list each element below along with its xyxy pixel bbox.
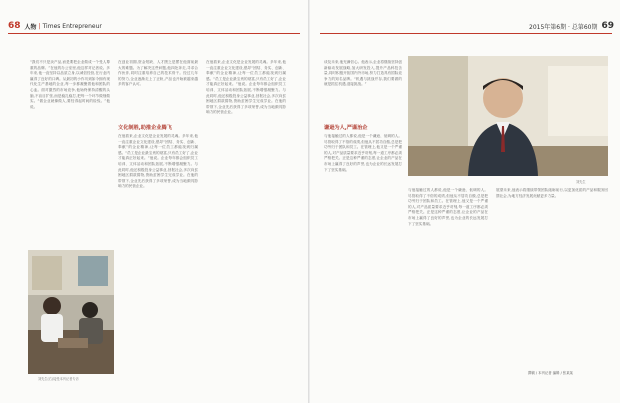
left-page-header: 68 人物 | Times Entrepreneur bbox=[8, 21, 102, 31]
section-heading-culture: 文化制胜,助推企业腾飞 bbox=[118, 125, 172, 131]
magazine-name: Times Entrepreneur bbox=[42, 22, 102, 30]
right-header-divider bbox=[320, 33, 612, 34]
left-column-3: 在他看来,企业文化是企业发展的灵魂。多年来,他一直注重企业文化建设,倡导“团结、务实、创新、奉献”的企业精神,让每一位员工都能找到归属感。“员工是企业最宝贵的财富,只有员工好了,企业才能真正好起来。”他说。企业每年都会组织员工培训、文体活动和团队拓展,不断增强凝聚力。与此同时,他还积极投身公益事业,回报社会,多次向贫困地区捐款捐物,资助贫困学生完成学业。在他的带领下,企业先后获得了多项荣誉,成为当地颇具影响力的民营企业。 bbox=[118, 134, 198, 189]
right-column-1: 谈及未来,他充满信心。他表示,企业将继续坚持创新驱动发展战略,加大研发投入,提升产品科技含量,同时积极开拓国内外市场,努力打造具有国际竞争力的知名品牌。“机遇与挑战并存,我们要做的就是抓住机遇,迎接挑战。” bbox=[324, 60, 402, 87]
right-column-3: 与他接触过的人都说,他是一个谦逊、低调的人。尽管取得了不俗的成绩,但他从不居功自傲,总是把功劳归于团队和员工。在管理上,他又是一个严谨的人,对产品质量要求近乎苛刻,每一道工序都必须严格把关。正是这种严谨的态度,让企业的产品在市场上赢得了良好的声誉,也为企业的长远发展打下了坚实基础。 bbox=[408, 188, 488, 226]
left-page bbox=[0, 0, 309, 403]
left-column-2: 在创业初期,资金短缺、人才匮乏是摆在他面前最大的难题。为了解决这些问题,他四处奔走,寻求合作伙伴,同时注重培养自己的技术骨干。经过几年的努力,企业逐渐走上了正轨,产品也开始被越来越多的客户认可。 bbox=[118, 60, 198, 87]
left-column-1: “我们不只是卖产品,而是要把企业做成一个受人尊重的品牌。”在他的办公室里,他这样对记者说。多年来,他一直坚持以品质立身,以诚信经营,在行业内赢得了良好的口碑。从最初的小作坊到如今拥有现代化生产基地的企业,每一步都凝聚着他和团队的心血。面对激烈的市场竞争,他始终保持清醒的头脑,不盲目扩张,而是稳扎稳打,把每一个环节做细做实。“做企业就像做人,要经得起时间的检验。”他说。 bbox=[30, 60, 110, 109]
portrait-caption: 刘先生 bbox=[576, 180, 586, 184]
left-section-label: 人物 bbox=[24, 23, 37, 31]
right-page-header bbox=[529, 20, 614, 32]
left-photo-caption: 刘先生(右)接受本刊记者专访 bbox=[38, 377, 79, 381]
interview-photo-illustration bbox=[28, 250, 114, 374]
right-page bbox=[310, 0, 620, 403]
right-page-number: 69 bbox=[601, 21, 614, 31]
left-column-4: 在他看来,企业文化是企业发展的灵魂。多年来,他一直注重企业文化建设,倡导“团结、务实、创新、奉献”的企业精神,让每一位员工都能找到归属感。“员工是企业最宝贵的财富,只有员工好了,企业才能真正好起来。”他说。企业每年都会组织员工培训、文体活动和团队拓展,不断增强凝聚力。与此同时,他还积极投身公益事业,回报社会,多次向贫困地区捐款捐物,资助贫困学生完成学业。在他的带领下,企业先后获得了多项荣誉,成为当地颇具影响力的民营企业。 bbox=[206, 60, 286, 115]
left-page-number: 68 bbox=[8, 21, 21, 31]
section-heading-humble: 谦逊为人,严谨治企 bbox=[324, 125, 368, 131]
article-byline: 撰稿 / 本刊记者 编辑 / 张某某 bbox=[528, 371, 573, 375]
portrait-photo-illustration bbox=[408, 56, 608, 176]
right-column-4: 展望未来,他表示将继续带领团队砥砺前行,以更加优质的产品和服务回馈社会,为地方经济发展贡献更多力量。 bbox=[496, 188, 608, 198]
interview-photo bbox=[28, 250, 114, 374]
header-divider bbox=[8, 33, 300, 34]
issue-info: 2015年第6期 · 总第60期 bbox=[529, 23, 598, 31]
right-column-2: 与他接触过的人都说,他是一个谦逊、低调的人。尽管取得了不俗的成绩,但他从不居功自傲,总是把功劳归于团队和员工。在管理上,他又是一个严谨的人,对产品质量要求近乎苛刻,每一道工序都必须严格把关。正是这种严谨的态度,让企业的产品在市场上赢得了良好的声誉,也为企业的长远发展打下了坚实基础。 bbox=[324, 134, 402, 172]
portrait-photo bbox=[408, 56, 608, 176]
